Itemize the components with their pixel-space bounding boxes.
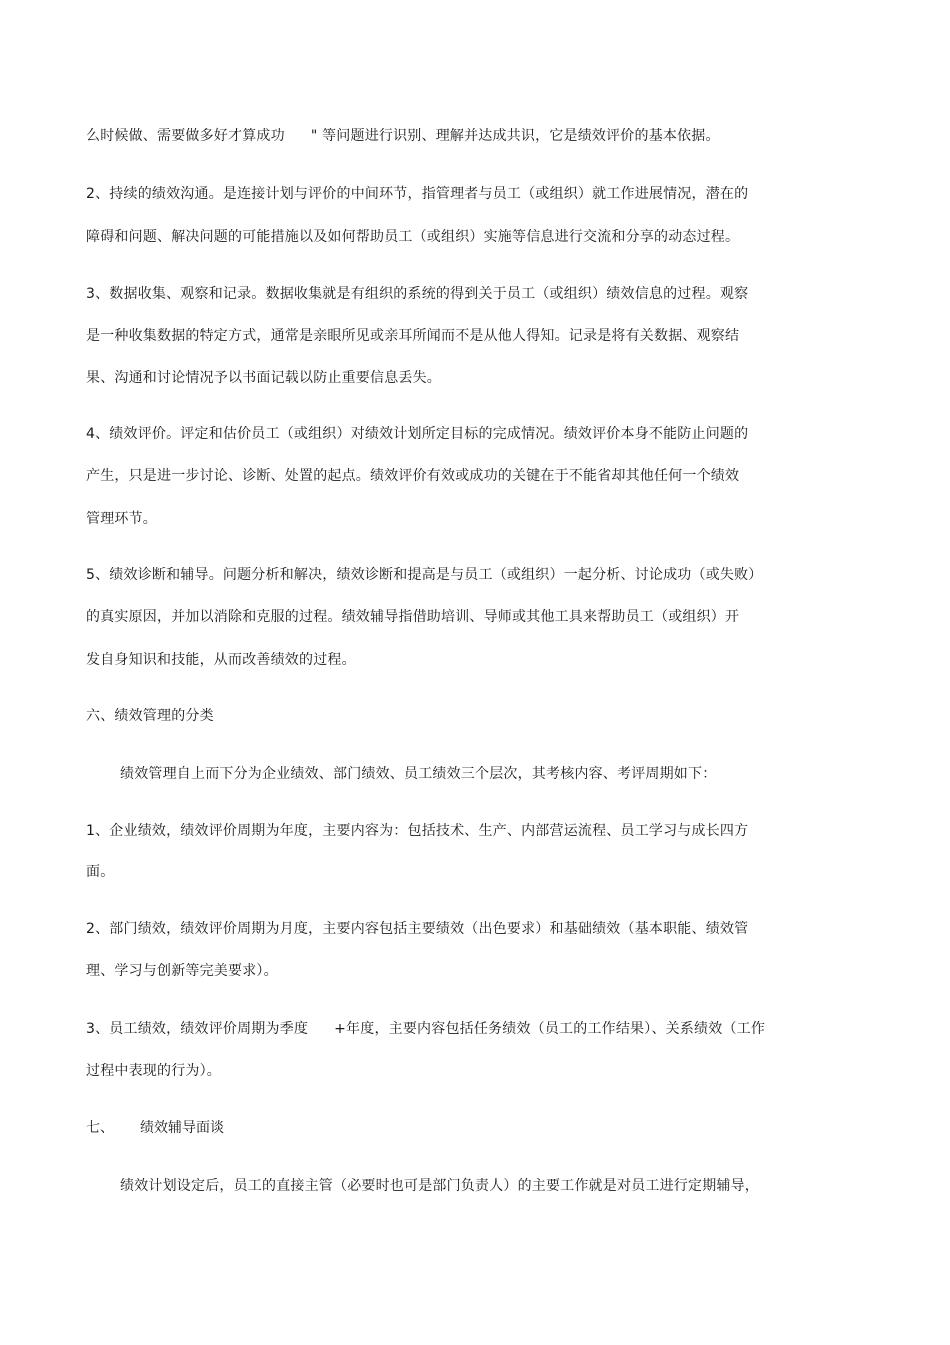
paragraph-line: [86, 127, 720, 145]
heading-number: 七、: [86, 1120, 114, 1136]
paragraph-line: 过程中表现的行为）。: [86, 1063, 221, 1079]
paragraph-line: 是一种收集数据的特定方式，通常是亲眼所见或亲耳所闻而不是从他人得知。记录是将有关数据、观察结: [86, 328, 740, 344]
paragraph-line: 绩效计划设定后，员工的直接主管（必要时也可是部门负责人）的主要工作就是对员工进行定期辅导，: [120, 1178, 759, 1194]
paragraph-line: 3、数据收集、观察和记录。数据收集就是有组织的系统的得到关于员工（或组织）绩效信息的过程。观察: [86, 286, 749, 302]
paragraph-line: 2、持续的绩效沟通。是连接计划与评价的中间环节，指管理者与员工（或组织）就工作进展情况，潜在的: [86, 186, 749, 202]
text-segment: 3、员工绩效，绩效评价周期为季度: [86, 1021, 309, 1037]
paragraph-line: 绩效管理自上而下分为企业绩效、部门绩效、员工绩效三个层次，其考核内容、考评周期如下：: [120, 766, 717, 782]
text-segment: 么时候做、需要做多好才算成功: [86, 128, 285, 144]
section-heading: 六、绩效管理的分类: [86, 708, 214, 724]
paragraph-line: 理、学习与创新等完美要求）。: [86, 963, 278, 979]
paragraph-line: 管理环节。: [86, 511, 157, 527]
paragraph-line: 的真实原因，并加以消除和克服的过程。绩效辅导指借助培训、导师或其他工具来帮助员工（或组织）开: [86, 609, 740, 625]
paragraph-line: 面。: [86, 864, 115, 880]
paragraph-line: 1、企业绩效，绩效评价周期为年度，主要内容为：包括技术、生产、内部营运流程、员工学习与成长四方: [86, 823, 749, 839]
paragraph-line: [86, 1020, 765, 1038]
paragraph-line: 4、绩效评价。评定和估价员工（或组织）对绩效计划所定目标的完成情况。绩效评价本身不能防止问题的: [86, 426, 749, 442]
text-segment: " 等问题进行识别、理解并达成共识，它是绩效评价的基本依据。: [310, 128, 720, 144]
text-segment: +年度，主要内容包括任务绩效（员工的工作结果）、关系绩效（工作: [334, 1021, 766, 1037]
heading-text: 绩效辅导面谈: [140, 1120, 224, 1136]
paragraph-line: 障碍和问题、解决问题的可能措施以及如何帮助员工（或组织）实施等信息进行交流和分享的动态过程。: [86, 229, 740, 245]
paragraph-line: 产生，只是进一步讨论、诊断、处置的起点。绩效评价有效或成功的关键在于不能省却其他任何一个绩效: [86, 468, 740, 484]
paragraph-line: 2、部门绩效，绩效评价周期为月度，主要内容包括主要绩效（出色要求）和基础绩效（基本职能、绩效管: [86, 921, 749, 937]
paragraph-line: 果、沟通和讨论情况予以书面记载以防止重要信息丢失。: [86, 370, 441, 386]
paragraph-line: 发自身知识和技能，从而改善绩效的过程。: [86, 652, 356, 668]
section-heading: [86, 1119, 224, 1137]
paragraph-line: 5、绩效诊断和辅导。问题分析和解决，绩效诊断和提高是与员工（或组织）一起分析、讨论成功（或失败）: [86, 567, 763, 583]
